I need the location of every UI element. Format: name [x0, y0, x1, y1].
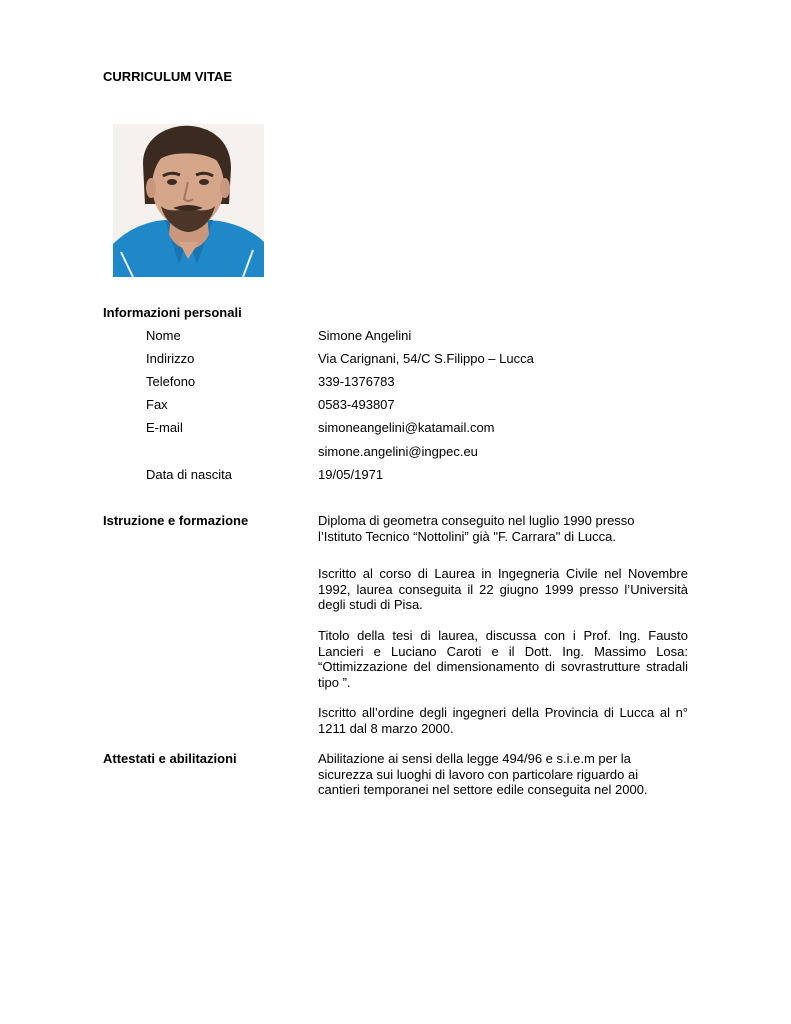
label-name: Nome — [146, 328, 181, 343]
value-fax: 0583-493807 — [318, 397, 395, 412]
section-heading-personal-info: Informazioni personali — [103, 305, 242, 320]
label-phone: Telefono — [146, 374, 196, 389]
certification-paragraph-safety: Abilitazione ai sensi della legge 494/96 e s.i.e.m per la sicurezza sui luoghi di lavoro con particolare riguardo ai cantieri temporanei nel settore edile conseguita nel 2000. — [318, 751, 648, 797]
education-paragraph-thesis: Titolo della tesi di laurea, discussa con i Prof. Ing. Fausto Lancieri e Luciano Caroti e il Dott. Ing. Massimo Losa: “Ottimizzazione del dimensionamento di sovrastrutture stradali tipo ”. — [318, 628, 688, 690]
section-heading-education: Istruzione e formazione — [103, 513, 249, 528]
section-heading-certifications: Attestati e abilitazioni — [103, 751, 237, 766]
value-phone: 339-1376783 — [318, 374, 395, 389]
label-fax: Fax — [146, 397, 168, 412]
label-birth-date: Data di nascita — [146, 467, 232, 482]
profile-photo — [113, 124, 264, 277]
value-address: Via Carignani, 54/C S.Filippo – Lucca — [318, 351, 534, 366]
education-paragraph-registration: Iscritto all’ordine degli ingegneri della Provincia di Lucca al n° 1211 dal 8 marzo 2000. — [318, 705, 688, 736]
education-paragraph-degree: Iscritto al corso di Laurea in Ingegneria Civile nel Novembre 1992, laurea conseguita il 22 giugno 1999 presso l’Università degli studi di Pisa. — [318, 566, 688, 612]
value-email-secondary: simone.angelini@ingpec.eu — [318, 444, 478, 459]
document-title: CURRICULUM VITAE — [103, 69, 233, 84]
value-email-primary: simoneangelini@katamail.com — [318, 420, 495, 435]
label-email: E-mail — [146, 420, 183, 435]
label-address: Indirizzo — [146, 351, 195, 366]
value-birth-date: 19/05/1971 — [318, 467, 384, 482]
education-paragraph-diploma: Diploma di geometra conseguito nel luglio 1990 presso l’Istituto Tecnico “Nottolini” già "F. Carrara" di Lucca. — [318, 513, 635, 544]
value-name: Simone Angelini — [318, 328, 412, 343]
